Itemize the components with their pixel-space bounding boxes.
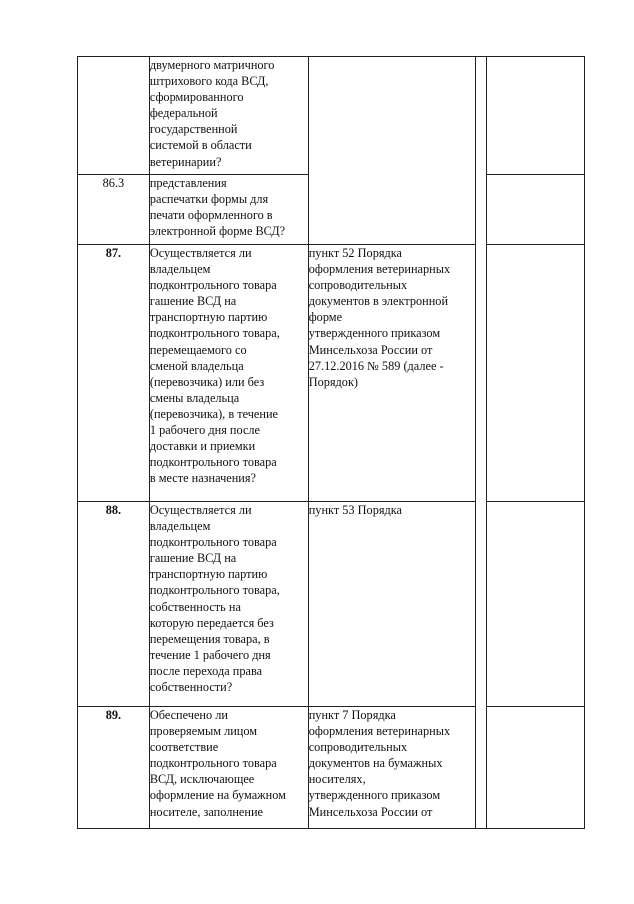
answer-cell: [486, 57, 584, 175]
row-number: 86.3: [102, 176, 125, 190]
answer-cell: [486, 707, 584, 829]
question-text: Осуществляется ли владельцем подконтрольного товара гашение ВСД на транспортную партию подконтрольного товара, собственность на которую передается без перемещения товара, в течение 1 рабочего дня после перехода права собственности?: [149, 503, 280, 695]
row-number-cell: [78, 502, 150, 707]
question-cell: [149, 245, 308, 502]
question-text: Осуществляется ли владельцем подконтрольного товара гашение ВСД на транспортную партию подконтрольного товара, перемещаемого со сменой владельца (перевозчика) или без смены владельца (перевозчика), в течение 1 рабочего дня после доставки и приемки подконтрольного товара в месте назначения?: [149, 246, 280, 486]
row-number-cell: [78, 245, 150, 502]
reference-text: пункт 52 Порядка оформления ветеринарных сопроводительных документов в электронной форме утвержденного приказом Минсельхоза России от 27.12.2016 № 589 (далее - Порядок): [308, 246, 451, 389]
row-number-cell: [78, 175, 150, 245]
question-cell: [149, 502, 308, 707]
answer-cell: [486, 245, 584, 502]
reference-text: пункт 53 Порядка: [308, 503, 402, 517]
row-number-cell: [78, 707, 150, 829]
row-number: 87.: [105, 246, 122, 260]
row-number: 89.: [105, 708, 122, 722]
row-number-cell: [78, 57, 150, 175]
table-row: [78, 502, 585, 707]
reference-text: пункт 7 Порядка оформления ветеринарных сопроводительных документов на бумажных носителях, утвержденного приказом Минсельхоза России от: [308, 708, 451, 819]
question-text: двумерного матричного штрихового кода ВСД, сформированного федеральной государственной системой в области ветеринарии?: [149, 58, 275, 169]
reference-cell: [308, 245, 475, 502]
question-cell: [149, 175, 308, 245]
reference-cell: [308, 502, 475, 707]
reference-cell: [308, 57, 475, 245]
row-number: 88.: [105, 503, 122, 517]
reference-cell: [308, 707, 475, 829]
answer-cell: [486, 502, 584, 707]
checklist-table: [77, 56, 585, 829]
column-gap: [475, 57, 486, 829]
question-cell: [149, 57, 308, 175]
question-text: Обеспечено ли проверяемым лицом соответствие подконтрольного товара ВСД, исключающее оформление на бумажном носителе, заполнение: [149, 708, 286, 819]
table-row: [78, 707, 585, 829]
answer-cell: [486, 175, 584, 245]
table-row: [78, 245, 585, 502]
table-row: [78, 57, 585, 175]
question-text: представления распечатки формы для печати оформленного в электронной форме ВСД?: [149, 176, 286, 239]
question-cell: [149, 707, 308, 829]
